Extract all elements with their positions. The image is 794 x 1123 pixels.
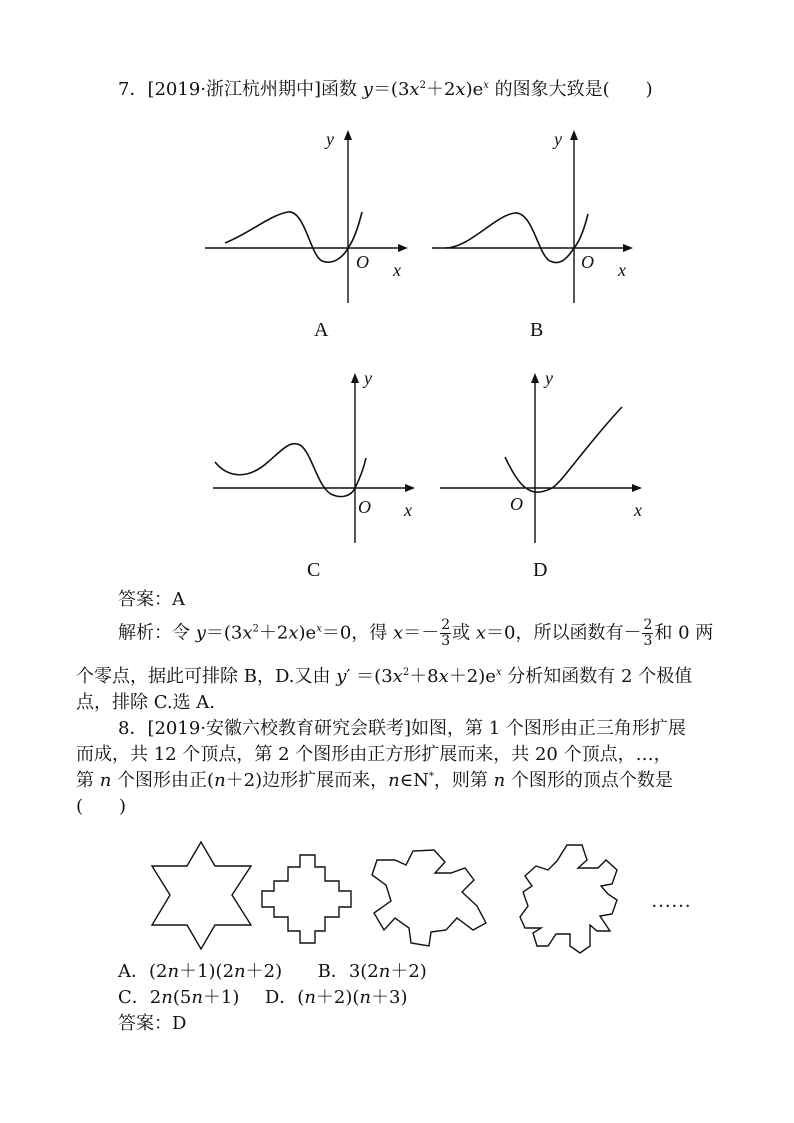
option-b-text: ＋2) — [390, 961, 427, 982]
answer-value: A — [172, 589, 185, 610]
analysis-text: 或 — [452, 622, 476, 644]
figure-3-pentagon-star — [372, 850, 486, 946]
var-x: x — [242, 622, 253, 644]
var-n: n — [191, 987, 203, 1008]
axis-label-x: x — [404, 500, 412, 520]
q8-text: 个图形由正( — [111, 770, 215, 791]
q8-answer — [118, 1012, 186, 1036]
option-a-text: ＋1)(2 — [179, 961, 235, 982]
q7-var-x: x — [409, 79, 420, 100]
exponent: 2 — [402, 667, 410, 678]
q8-text: ∈N — [399, 770, 429, 791]
axis-label-y: y — [326, 129, 334, 149]
q7-number: 7． — [118, 79, 148, 100]
var-n: n — [304, 987, 316, 1008]
option-b-text: 3(2 — [348, 961, 379, 982]
var-n: n — [214, 770, 226, 791]
q7-text: )e — [465, 79, 484, 100]
option-label-b: B — [530, 319, 544, 341]
option-label-d: D — [533, 559, 548, 581]
origin-label: O — [356, 252, 369, 272]
var-y: y — [336, 666, 347, 687]
axis-label-x: x — [634, 500, 642, 520]
figure-2-cross-star — [262, 855, 351, 943]
option-d-text: ＋2)( — [315, 987, 360, 1008]
axis-label-y: y — [364, 368, 372, 388]
var-x: x — [393, 622, 404, 644]
var-n: n — [167, 961, 180, 982]
option-b-label: B． — [317, 961, 349, 982]
var-n: n — [359, 987, 372, 1008]
q7-analysis-line-3: 点，排除 C.选 A. — [76, 692, 216, 713]
origin-label: O — [581, 252, 594, 272]
var-n: n — [493, 770, 506, 791]
q8-text: ＋2)边形扩展而来， — [225, 770, 389, 791]
var-n: n — [378, 961, 391, 982]
var-n: n — [234, 961, 246, 982]
option-d-text: ＋3) — [371, 987, 408, 1008]
q7-text: 函数 — [321, 79, 363, 100]
ellipsis-marker: …… — [651, 890, 691, 912]
q7-var-y: y — [362, 79, 373, 100]
analysis-text: ′ ＝(3 — [346, 666, 393, 687]
q8-options-row-2 — [118, 986, 408, 1010]
option-label-a: A — [314, 319, 329, 341]
analysis-text: )e — [298, 622, 317, 644]
axis-label-y: y — [554, 129, 562, 149]
var-x: x — [475, 622, 487, 644]
analysis-text: ＝0，得 — [321, 622, 394, 644]
analysis-text: 令 — [172, 622, 196, 644]
option-a-text: ＋2) — [245, 961, 283, 982]
analysis-text: 个零点，据此可排除 B，D.又由 — [76, 666, 337, 687]
fraction-numerator: 2 — [643, 617, 653, 633]
option-d-text: ( — [297, 987, 305, 1008]
q8-line-2: 而成，共 12 个顶点，第 2 个图形由正方形扩展而来，共 20 个顶点，…， — [76, 744, 672, 765]
analysis-text: ＋2)e — [448, 666, 496, 687]
axis-label-x: x — [393, 260, 401, 280]
analysis-label: 解析： — [118, 622, 172, 644]
q7-exponent: x — [483, 80, 489, 91]
axis-label-y: y — [545, 368, 553, 388]
q7-source: [2019·浙江杭州期中] — [147, 79, 322, 100]
q8-text: 第 — [76, 770, 100, 791]
option-label-c: C — [307, 559, 321, 581]
fraction-numerator: 2 — [441, 617, 451, 633]
option-c-text: 2 — [149, 987, 162, 1008]
origin-label: O — [510, 494, 523, 514]
var-x: x — [438, 666, 449, 687]
option-c-text: (5 — [172, 987, 192, 1008]
answer-label: 答案： — [118, 589, 172, 610]
analysis-text: ＋2 — [258, 622, 289, 644]
q8-text: ，则第 — [433, 770, 494, 791]
q7-exponent: 2 — [419, 80, 426, 91]
var-x: x — [288, 622, 299, 644]
option-d-label: D． — [264, 987, 298, 1008]
exponent: x — [316, 623, 322, 635]
option-a-text: (2 — [149, 961, 168, 982]
answer-value: D — [172, 1013, 187, 1034]
q7-text: 的图象大致是( ) — [488, 79, 653, 100]
analysis-text: 和 0 两 — [654, 622, 714, 644]
axis-label-x: x — [618, 260, 626, 280]
q8-options-row-1 — [118, 960, 427, 984]
option-c-text: ＋1) — [202, 987, 240, 1008]
superscript-star: * — [428, 771, 434, 782]
analysis-text: ＋8 — [409, 666, 439, 687]
option-a-label: A． — [118, 961, 149, 982]
figure-4-hexagon-star — [520, 845, 617, 953]
exponent: x — [495, 667, 502, 678]
q7-text: ＋2 — [425, 79, 456, 100]
fraction-denominator: 3 — [441, 633, 451, 649]
fraction-denominator: 3 — [643, 633, 653, 649]
analysis-text: 分析知函数有 2 个极值 — [501, 666, 693, 687]
exponent: 2 — [252, 623, 259, 635]
analysis-text: ＝－ — [403, 622, 440, 644]
option-c-label: C． — [118, 987, 150, 1008]
q7-text: ＝(3 — [372, 79, 410, 100]
q8-line-4: ( ) — [76, 796, 127, 817]
q7-var-x: x — [455, 79, 466, 100]
origin-label: O — [358, 497, 371, 517]
analysis-text: ＝(3 — [205, 622, 243, 644]
var-y: y — [195, 622, 206, 644]
answer-label: 答案： — [118, 1013, 172, 1034]
var-n: n — [388, 770, 400, 791]
var-x: x — [392, 666, 403, 687]
q8-line-1: 8．[2019·安徽六校教育研究会联考]如图，第 1 个图形由正三角形扩展 — [118, 718, 686, 739]
q8-text: 个图形的顶点个数是 — [505, 770, 673, 791]
var-n: n — [99, 770, 112, 791]
analysis-text: ＝0，所以函数有－ — [486, 622, 642, 644]
var-n: n — [161, 987, 173, 1008]
figure-1-hexagram — [152, 842, 251, 949]
